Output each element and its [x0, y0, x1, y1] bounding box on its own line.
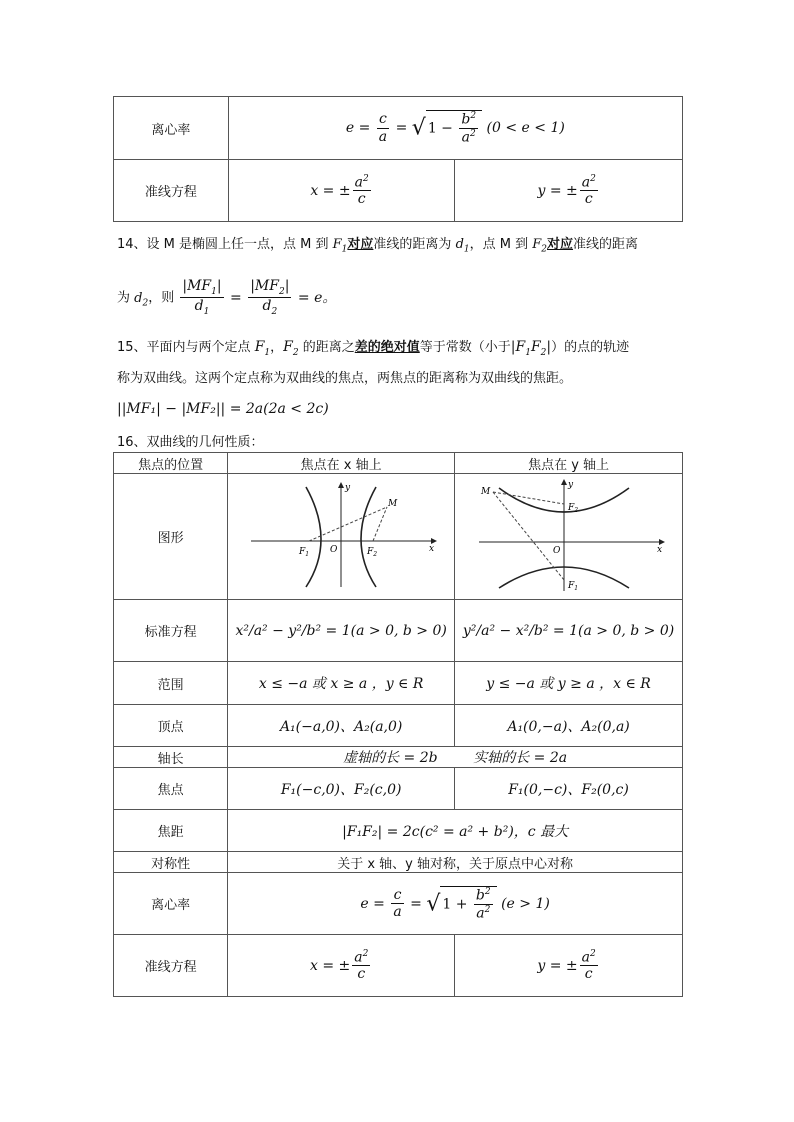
svg-text:F1: $F_1$	[299, 546, 310, 558]
paragraph-16-title: 16、双曲线的几何性质：	[117, 435, 264, 450]
svg-text:O: O	[330, 544, 338, 555]
svg-text:x: x	[656, 544, 662, 555]
svg-text:O: O	[552, 545, 560, 556]
hyperbola-directrix-label: 准线方程	[114, 935, 228, 997]
axis-length-label: 轴长	[114, 747, 228, 768]
svg-text:M: M	[388, 498, 398, 509]
ellipse-eccentricity-label: 离心率	[114, 97, 229, 160]
range-x: x ≤ −a 或 x ≥ a ，y ∈ R	[228, 662, 455, 705]
equation-x: x²/a² − y²/b² = 1(a > 0, b > 0)	[228, 600, 455, 662]
focus-x: F₁(−c,0)、F₂(c,0)	[228, 768, 455, 810]
hyperbola-y-graph	[469, 476, 669, 594]
vertex-x: A₁(−a,0)、A₂(a,0)	[228, 705, 455, 747]
figure-y-hyperbola	[455, 474, 683, 600]
hyperbola-eccentricity-label: 离心率	[114, 873, 228, 935]
paragraph-14-line2: 为 $d_2$，则 $\frac{|MF_1|}{d_1}$ = $\frac{|MF_2|}{d_2}$ = e。	[117, 278, 337, 317]
hyperbola-directrix-x: x = ± $\frac{a^2}{c}$	[228, 935, 455, 997]
svg-text:F1: $F_1$	[567, 580, 578, 592]
svg-text:y: y	[345, 482, 351, 493]
symmetry-label: 对称性	[114, 852, 228, 873]
paragraph-15-formula: ||MF₁| − |MF₂|| = 2a(2a < 2c)	[117, 401, 329, 417]
vertex-y: A₁(0,−a)、A₂(0,a)	[455, 705, 683, 747]
focal-distance-label: 焦距	[114, 810, 228, 852]
range-y: y ≤ −a 或 y ≥ a ，x ∈ R	[455, 662, 683, 705]
hyperbola-eccentricity-formula: e = $\frac{c}{a}$ = √ 1 + $\frac{b^2}{a^2}$ (e > 1)	[228, 873, 683, 935]
focal-distance-value: |F₁F₂| = 2c(c² = a² + b²)，c 最大	[228, 810, 683, 852]
svg-text:F2: $F_2$	[367, 546, 378, 558]
ellipse-directrix-label: 准线方程	[114, 160, 229, 222]
header-focus-position: 焦点的位置	[114, 453, 228, 474]
ellipse-eccentricity-formula: e = $\frac{c}{a}$ = √ 1 − $\frac{b^2}{a^2}$ (0 < e < 1)	[228, 97, 682, 160]
svg-text:M: M	[480, 486, 490, 497]
focus-y: F₁(0,−c)、F₂(0,c)	[455, 768, 683, 810]
equation-y: y²/a² − x²/b² = 1(a > 0, b > 0)	[455, 600, 683, 662]
figure-x-hyperbola	[228, 474, 455, 600]
ellipse-directrix-y: y = ± $\frac{a^2}{c}$	[455, 160, 683, 222]
header-focus-on-y: 焦点在 y 轴上	[455, 453, 683, 474]
equation-label: 标准方程	[114, 600, 228, 662]
ellipse-directrix-x: x = ± $\frac{a^2}{c}$	[228, 160, 455, 222]
hyperbola-x-graph	[241, 479, 441, 591]
paragraph-15: 15、平面内与两个定点 $F_1$，$F_2$ 的距离之差的绝对值等于常数（小于$|F_1F_2|$）的点的轨迹	[117, 339, 630, 358]
svg-text:y: y	[567, 479, 573, 490]
symmetry-value: 关于 x 轴、y 轴对称，关于原点中心对称	[228, 852, 683, 873]
hyperbola-directrix-y: y = ± $\frac{a^2}{c}$	[455, 935, 683, 997]
figure-label: 图形	[114, 474, 228, 600]
header-focus-on-x: 焦点在 x 轴上	[228, 453, 455, 474]
ellipse-table	[113, 96, 683, 222]
svg-text:x: x	[429, 543, 435, 554]
focus-label: 焦点	[114, 768, 228, 810]
vertex-label: 顶点	[114, 705, 228, 747]
svg-text:F2: $F_2$	[567, 502, 578, 514]
paragraph-14: 14、设 M 是椭圆上任一点，点 M 到 $F_1$对应准线的距离为 $d_1$，点 M 到 $F_2$对应准线的距离	[117, 237, 639, 255]
axis-length-value: 虚轴的长 = 2b 实轴的长 = 2a	[228, 747, 683, 768]
hyperbola-table	[113, 452, 683, 997]
paragraph-15-line2: 称为双曲线。这两个定点称为双曲线的焦点，两焦点的距离称为双曲线的焦距。	[117, 371, 573, 386]
range-label: 范围	[114, 662, 228, 705]
